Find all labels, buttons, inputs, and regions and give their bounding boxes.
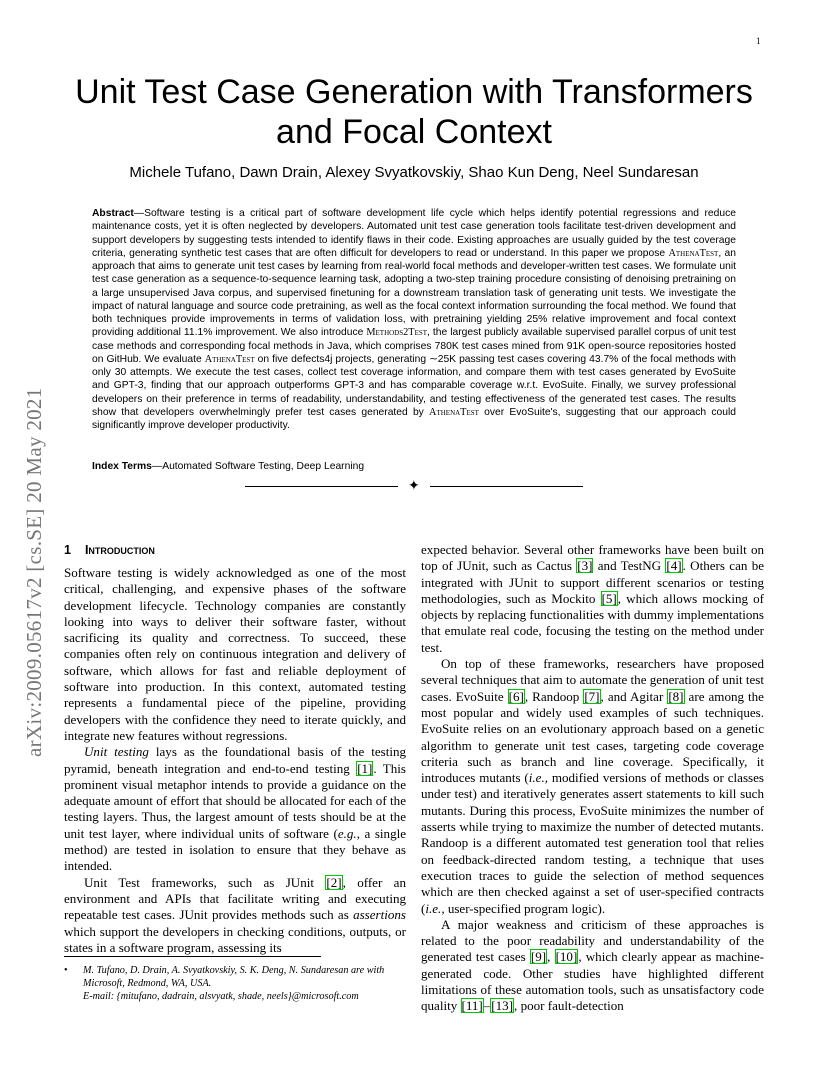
page-number: 1 xyxy=(756,36,761,46)
section-heading xyxy=(64,542,406,558)
text-run: expected behavior. Several other frameworks have been built on top of JUnit, such as Cactus xyxy=(421,542,764,574)
citation-link[interactable]: [4] xyxy=(666,558,682,574)
paragraph xyxy=(421,542,764,656)
author-list: Michele Tufano, Dawn Drain, Alexey Svyatkovskiy, Shao Kun Deng, Neel Sundaresan xyxy=(129,164,699,181)
text-run: , which clearly appear as machine-generated code. Other studies have highlighted different limitations of these automation tools, such as unsatisfactory code quality xyxy=(421,949,765,1014)
section-number: 1 xyxy=(64,543,71,557)
emphasis: Unit testing xyxy=(84,744,149,760)
section-divider xyxy=(245,480,583,494)
index-terms-text: —Automated Software Testing, Deep Learning xyxy=(151,461,365,472)
methods2test-name: Methods2Test xyxy=(366,327,428,339)
text-run: , Randoop xyxy=(524,688,584,704)
index-terms-label: Index Terms xyxy=(92,461,152,472)
citation-link[interactable]: [7] xyxy=(584,688,600,704)
paragraph xyxy=(64,875,406,956)
abstract-label: Abstract xyxy=(92,208,134,219)
abstract-text-1: —Software testing is a critical part of software development life cycle which helps identify potential regressions and reduce maintenance costs, yet it is often neglected by developers. Automated unit test case generation tools facilitate test-driven development and support developers by suggesting tests intended to identify flaws in their code. Existing approaches are usually guided by the test coverage criteria, generating synthetic test cases that are often difficult for developers to read or understand. In this paper we propose xyxy=(92,208,736,259)
emphasis: i.e. xyxy=(425,900,442,916)
divider-line-left xyxy=(245,486,398,487)
citation-link[interactable]: [8] xyxy=(668,688,684,704)
text-run: A major weakness and criticism of these approaches is related to the poor readability and understandability of the generated test cases xyxy=(421,916,764,965)
citation-link[interactable]: [1] xyxy=(357,760,373,776)
emphasis: assertions xyxy=(353,907,406,923)
citation-link[interactable]: [3] xyxy=(577,558,593,574)
text-run: modified versions of methods or classes under test) and iteratively generates assert statements to kill such mutants. During this process, EvoSuite minimizes the number of asserts while trying to maximize the number of detected mutants. Randoop is a different automated test generation tool that relies on feedback-directed random testing, a technique that uses execution traces to guide the selection of method sequences which are then checked against a set of user-specified contracts ( xyxy=(421,770,764,916)
abstract-text-5: over EvoSuite's, suggesting that our approach could significantly improve developer productivity. xyxy=(92,406,736,431)
text-run: , and Agitar xyxy=(600,688,668,704)
abstract-text-2: , an approach that aims to generate unit test cases by learning from real-world focal methods and developer-written test cases. We formulate unit test case generation as a sequence-to-sequence learning task, adopting a two-step training procedure consisting of denoising pretraining on a large unsupervised Java corpus, and supervised finetuning for a downstream translation task of generating unit tests. We investigate the impact of natural language and source code pretraining, as well as the focal context information surrounding the focal method. We found that both techniques provide improvements in terms of validation loss, with pretraining yielding 25% relative improvement and focal context providing additional 11.1% improvement. We also introduce xyxy=(92,247,736,339)
paragraph: Software testing is widely acknowledged as one of the most critical, challenging, and expensive phases of the software development lifecycle. Technology companies are constantly looking into ways to deliver their software faster, without sacrificing its quality and correctness. To succeed, these companies often rely on continuous integration and delivery of software, which allows for fast and reliable deployment of software into production. In this context, automated testing represents a fundamental piece of the pipeline, providing developers with the confidence they need to iterate quickly, and integrate new features without regressions. xyxy=(64,565,406,743)
text-run: , which allows mocking of objects by replacing functionalities with dummy implementations that emulate real code, focusing the testing on the method under test. xyxy=(421,590,764,655)
citation-link[interactable]: [9] xyxy=(530,949,547,965)
athenatest-name: AthenaTest xyxy=(429,406,479,418)
paragraph xyxy=(64,744,406,874)
citation-link[interactable]: [10] xyxy=(555,949,578,965)
paragraph xyxy=(421,656,764,917)
left-column xyxy=(64,542,406,956)
emphasis: e.g. xyxy=(337,825,357,841)
text-run: Unit Test frameworks, such as JUnit xyxy=(84,874,326,890)
paper-title: Unit Test Case Generation with Transformers and Focal Context xyxy=(75,73,753,151)
arxiv-identifier: arXiv:2009.05617v2 [cs.SE] 20 May 2021 xyxy=(22,387,46,757)
athenatest-name: AthenaTest xyxy=(668,247,719,259)
citation-link[interactable]: [6] xyxy=(508,688,524,704)
text-run: On top of these frameworks, researchers have proposed several techniques that aim to automate the generation of unit test cases. EvoSuite xyxy=(421,656,764,704)
footnote-affiliation: M. Tufano, D. Drain, A. Svyatkovskiy, S. K. Deng, N. Sundaresan are with Microsoft, Redmond, WA, USA. xyxy=(83,965,385,989)
footnote xyxy=(64,965,406,1003)
footnote-email: E-mail: {mitufano, dadrain, alsvyatk, shade, neels}@microsoft.com xyxy=(83,990,359,1002)
text-run: and TestNG xyxy=(593,558,666,574)
text-run: , poor fault-detection xyxy=(514,998,624,1014)
citation-link[interactable]: [11] xyxy=(461,998,483,1014)
bullet-icon: • xyxy=(64,965,68,976)
abstract xyxy=(92,207,736,432)
text-run: which support the developers in checking conditions, outputs, or states in a software program, assessing its xyxy=(64,923,406,955)
abstract-text-3: , the largest publicly available supervised parallel corpus of unit test case methods and corresponding focal methods in Java, which comprises 780K test cases mined from 91K open-source repositories hosted on GitHub. We evaluate xyxy=(92,327,737,365)
citation-link[interactable]: [2] xyxy=(326,874,342,890)
citation-link[interactable]: [5] xyxy=(601,590,617,606)
section-title: Introduction xyxy=(84,543,155,557)
text-run: , offer an environment and APIs that facilitate writing and executing repeatable test cases. JUnit provides methods such as xyxy=(64,874,406,923)
right-column xyxy=(421,542,764,1015)
divider-line-right xyxy=(430,486,583,487)
text-run: , a single method) are tested in isolation to ensure that they behave as intended. xyxy=(64,825,407,874)
text-run: are among the most popular and widely used examples of such techniques. EvoSuite relies on an evolutionary approach based on a genetic algorithm to generate unit test cases, targeting code coverage criteria such as branch and line coverage. Specifically, it introduces mutants ( xyxy=(421,688,764,786)
text-run: , user-specified program logic). xyxy=(441,900,606,916)
footnote-rule xyxy=(64,956,321,957)
paragraph xyxy=(421,917,764,1015)
text-run: . Others can be integrated with JUnit to support different scenarios or testing methodologies, such as Mockito xyxy=(421,558,765,606)
citation-link[interactable]: [13] xyxy=(491,998,514,1014)
abstract-text-4: on five defects4j projects, generating ∼25K passing test cases covering 43.7% of the focal methods with only 30 attempts. We execute the test cases, collect test coverage information, and compare them with test cases generated by EvoSuite and GPT-3, finding that our approach outperforms GPT-3 and has comparable coverage w.r.t. EvoSuite. Finally, we survey professional developers on their preference in terms of readability, understandability, and testing effectiveness of the generated test cases. The results show that developers overwhelmingly prefer test cases generated by xyxy=(92,353,736,418)
index-terms xyxy=(92,460,736,473)
text-run: lays as the foundational basis of the testing pyramid, beneath integration and end-to-end testing xyxy=(64,744,406,776)
text-run: . This prominent visual metaphor intends to provide a guidance on the adequate amount of effort that should be allocated for each of the testing layers. Thus, the largest amount of tests should be at the unit test layer, where individual units of software ( xyxy=(64,760,406,841)
emphasis: i.e., xyxy=(528,770,548,786)
text-run: , xyxy=(547,949,555,965)
text-run: – xyxy=(483,998,491,1014)
athenatest-name: AthenaTest xyxy=(204,353,255,365)
divider-star-icon: ✦ xyxy=(408,478,420,494)
